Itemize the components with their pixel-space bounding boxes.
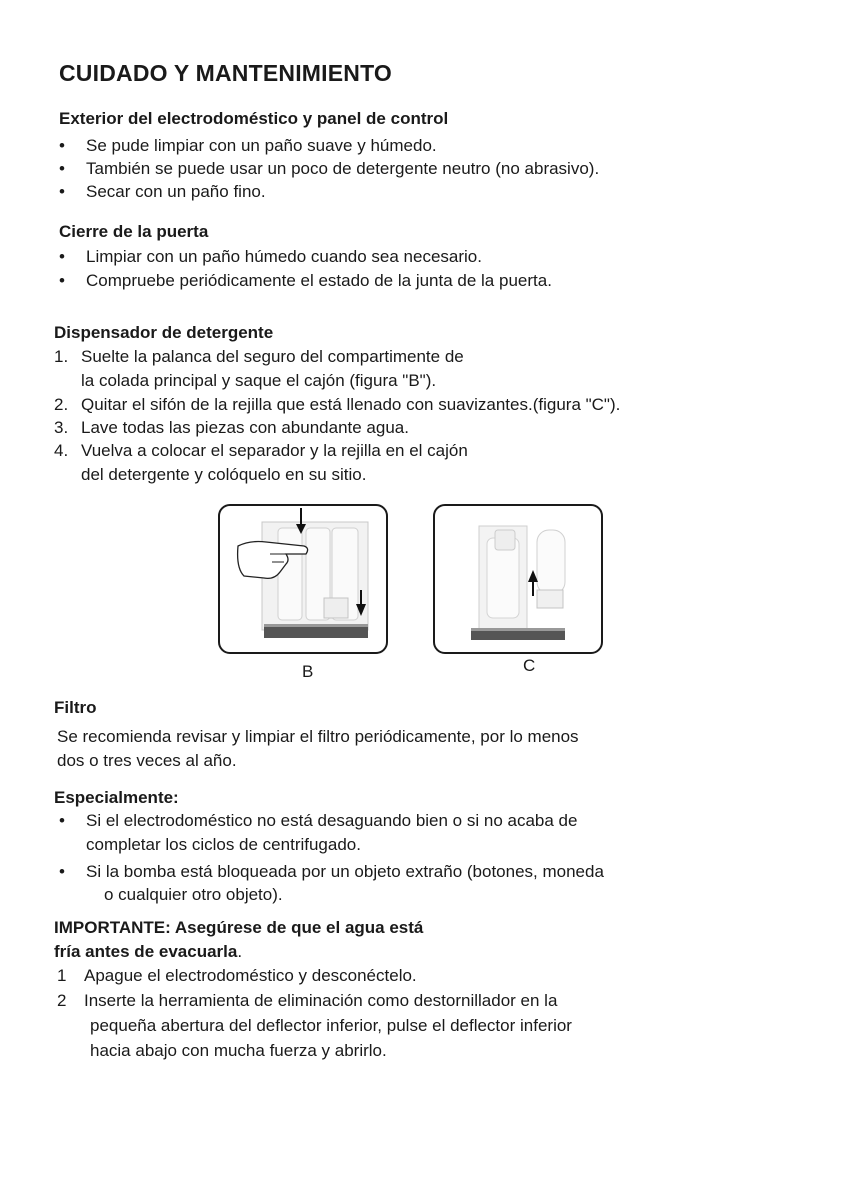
page-title: CUIDADO Y MANTENIMIENTO (59, 60, 393, 86)
bullet: • (59, 136, 65, 155)
important-step-2-line-2: pequeña abertura del deflector inferior, pulse el deflector inferior (90, 1016, 572, 1035)
step-number: 4. (54, 441, 69, 460)
figure-c-label: C (523, 656, 536, 675)
especially-item-1-line-2: completar los ciclos de centrifugado. (86, 835, 361, 854)
bullet: • (59, 159, 65, 178)
exterior-heading: Exterior del electrodoméstico y panel de control (59, 109, 449, 128)
important-step-2-line-3: hacia abajo con mucha fuerza y abrirlo. (90, 1041, 387, 1060)
door-item-1: Limpiar con un paño húmedo cuando sea necesario. (86, 247, 482, 266)
important-step-2-line-1: Inserte la herramienta de eliminación como destornillador en la (84, 991, 558, 1010)
step-number: 2 (57, 991, 67, 1010)
door-item-2: Compruebe periódicamente el estado de la junta de la puerta. (86, 271, 552, 290)
door-heading: Cierre de la puerta (59, 222, 209, 241)
figure-b-illustration (218, 504, 388, 654)
especially-item-2-line-1: Si la bomba está bloqueada por un objeto extraño (botones, moneda (86, 862, 604, 881)
figure-c-illustration (433, 504, 603, 654)
filter-line-2: dos o tres veces al año. (57, 751, 237, 770)
bullet: • (59, 182, 65, 201)
exterior-item-2: También se puede usar un poco de detergente neutro (no abrasivo). (86, 159, 600, 178)
especially-item-2-line-2: o cualquier otro objeto). (104, 885, 283, 904)
filter-heading: Filtro (54, 698, 97, 717)
especially-heading: Especialmente: (54, 788, 179, 807)
exterior-item-3: Secar con un paño fino. (86, 182, 266, 201)
dispenser-step-4-line-2: del detergente y colóquelo en su sitio. (81, 465, 367, 484)
drawer-removal-drawing (220, 506, 386, 652)
dispenser-step-1-line-1: Suelte la palanca del seguro del compartimente de (81, 347, 464, 366)
exterior-item-1: Se pude limpiar con un paño suave y húmedo. (86, 136, 437, 155)
important-heading-bold: fría antes de evacuarla (54, 942, 238, 961)
figure-b-label: B (302, 662, 314, 681)
bullet: • (59, 271, 65, 290)
dispenser-step-4-line-1: Vuelva a colocar el separador y la rejilla en el cajón (81, 441, 468, 460)
filter-line-1: Se recomienda revisar y limpiar el filtro periódicamente, por lo menos (57, 727, 579, 746)
dispenser-heading: Dispensador de detergente (54, 323, 274, 342)
important-heading-period: . (237, 942, 243, 961)
important-step-1-line-1: Apague el electrodoméstico y desconéctelo. (84, 966, 417, 985)
especially-item-1-line-1: Si el electrodoméstico no está desaguando bien o si no acaba de (86, 811, 578, 830)
siphon-removal-drawing (435, 506, 601, 652)
bullet: • (59, 247, 65, 266)
dispenser-step-1-line-2: la colada principal y saque el cajón (figura "B"). (81, 371, 437, 390)
bullet: • (59, 862, 65, 881)
step-number: 3. (54, 418, 69, 437)
bullet: • (59, 811, 65, 830)
dispenser-step-3-line-1: Lave todas las piezas con abundante agua. (81, 418, 409, 437)
important-heading-line-2 (54, 942, 242, 962)
step-number: 1 (57, 966, 67, 985)
dispenser-step-2-line-1: Quitar el sifón de la rejilla que está llenado con suavizantes.(figura "C"). (81, 395, 621, 414)
step-number: 2. (54, 395, 69, 414)
important-heading: IMPORTANTE: Asegúrese de que el agua está (54, 918, 424, 937)
step-number: 1. (54, 347, 69, 366)
